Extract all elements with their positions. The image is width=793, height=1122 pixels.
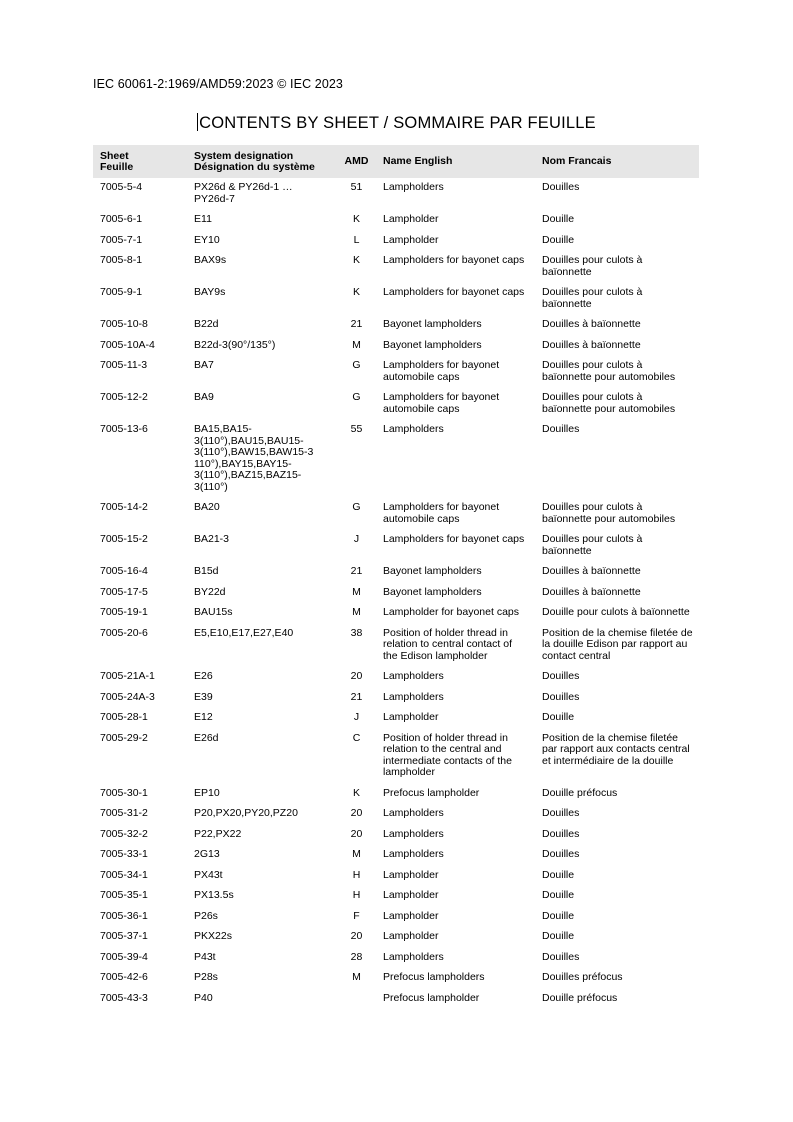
table-row [93,583,699,604]
page-title [0,113,793,133]
header-sheet [93,145,187,178]
system-cell: BAU15s [194,606,233,618]
table-row [93,989,699,1010]
amd-cell: 21 [350,690,363,703]
nom-francais-cell: Douilles [542,848,580,860]
sheet-cell: 7005-6-1 [100,213,143,225]
table-row [93,948,699,969]
system-cell: BAX9s [194,254,227,266]
document-header: IEC 60061-2:1969/AMD59:2023 © IEC 2023 [93,77,343,91]
name-english-cell: Position of holder thread in relation to central contact of the Edison lampholder [383,626,512,662]
sheet-cell: 7005-10-8 [100,318,148,330]
amd-cell: F [353,909,360,922]
table-row [93,866,699,887]
name-english-cell: Lampholder [383,889,439,901]
nom-francais-cell: Douilles pour culots à baïonnette pour automobiles [542,501,676,525]
nom-francais-cell: Douille [542,233,575,246]
name-english-cell: Lampholders for bayonet automobile caps [383,391,500,415]
table-row [93,708,699,729]
table-row [93,388,699,420]
amd-cell: M [352,585,361,598]
sheet-cell: 7005-43-3 [100,991,148,1004]
nom-francais-cell: Douilles pour culots à baïonnette [542,533,643,557]
name-english-cell: Lampholder [383,213,439,225]
system-cell: BY22d [194,585,226,598]
nom-francais-cell: Douille [542,889,575,901]
amd-cell: M [352,338,361,351]
amd-cell: C [352,731,361,744]
nom-francais-cell: Douille pour culots à baïonnette [542,606,690,618]
name-english-cell: Bayonet lampholders [383,565,482,577]
sheet-cell: 7005-19-1 [100,606,148,618]
table-row [93,729,699,784]
system-cell: E26d [194,731,219,744]
sheet-cell: 7005-36-1 [100,909,148,922]
nom-francais-cell: Douilles [542,670,580,682]
nom-francais-cell: Douilles [542,181,580,193]
name-english-cell: Lampholders [383,181,444,193]
name-english-cell: Lampholders [383,423,444,435]
table-row [93,283,699,315]
amd-cell: 55 [350,423,363,435]
text-cursor [197,113,198,131]
sheet-cell: 7005-12-2 [100,391,148,403]
system-cell: BA9 [194,391,214,403]
table-row [93,927,699,948]
table-header-row [93,145,699,178]
name-english-cell: Lampholder for bayonet caps [383,606,520,618]
name-english-cell: Lampholders [383,670,444,682]
system-cell: P40 [194,991,213,1004]
table-row [93,315,699,336]
amd-cell: H [352,889,361,901]
amd-cell: J [353,711,360,723]
amd-cell: M [352,848,361,860]
system-cell: P43t [194,950,216,963]
system-cell: B15d [194,565,219,577]
sheet-cell: 7005-9-1 [100,286,143,298]
system-cell: PX13.5s [194,889,234,901]
amd-cell [337,989,376,1010]
nom-francais-cell: Douilles à baïonnette [542,338,641,351]
amd-cell: K [352,213,360,225]
system-cell: BA15,BA15- 3(110°),BAU15,BAU15- 3(110°),BAW15,BAW15-3 110°),BAY15,BAY15- 3(110°),BAZ15,BAZ15- 3(110°) [194,423,314,493]
system-cell: E12 [194,711,213,723]
name-english-cell: Lampholders for bayonet caps [383,254,525,266]
amd-cell: 28 [350,950,363,963]
sheet-cell: 7005-35-1 [100,889,148,901]
title-text: CONTENTS BY SHEET / SOMMAIRE PAR FEUILLE [199,114,596,132]
nom-francais-cell: Douilles à baïonnette [542,318,641,330]
system-cell: BAY9s [194,286,226,298]
table-row [93,498,699,530]
sheet-cell: 7005-39-4 [100,950,148,963]
nom-francais-cell: Douilles [542,690,580,703]
table-row [93,968,699,989]
system-cell: BA20 [194,501,220,513]
amd-cell: M [352,606,361,618]
nom-francais-cell: Douilles [542,807,580,819]
table-row [93,688,699,709]
header-system-en: System designation [194,149,294,162]
nom-francais-cell: Douille préfocus [542,786,618,799]
system-cell: E26 [194,670,213,682]
header-amd: AMD [344,155,369,167]
amd-cell: K [352,254,360,266]
table-row [93,530,699,562]
system-cell: 2G13 [194,848,220,860]
name-english-cell: Position of holder thread in relation to the central and intermediate contacts of the lampholder [383,731,512,778]
sheet-cell: 7005-34-1 [100,868,148,881]
sheet-cell: 7005-21A-1 [100,670,155,682]
amd-cell: 20 [350,670,363,682]
table-row [93,845,699,866]
name-english-cell: Prefocus lampholder [383,786,480,799]
amd-cell: G [352,391,361,403]
header-system [187,145,337,178]
nom-francais-cell: Position de la chemise filetée de la douille Edison par rapport au contact central [542,626,693,662]
system-cell: EP10 [194,786,220,799]
table-row [93,562,699,583]
name-english-cell: Lampholder [383,711,439,723]
system-cell: EY10 [194,233,220,246]
table-row [93,603,699,624]
sheet-cell: 7005-32-2 [100,827,148,840]
amd-cell: M [352,971,361,983]
nom-francais-cell: Douilles à baïonnette [542,585,641,598]
nom-francais-cell: Douilles pour culots à baïonnette [542,286,643,310]
sheet-cell: 7005-14-2 [100,501,148,513]
sheet-cell: 7005-8-1 [100,254,143,266]
name-english-cell: Lampholders for bayonet automobile caps [383,359,500,383]
nom-francais-cell: Douille [542,213,575,225]
nom-francais-cell: Douille [542,868,575,881]
name-english-cell: Lampholders for bayonet caps [383,286,525,298]
amd-cell: K [352,786,360,799]
nom-francais-cell: Douilles [542,827,580,840]
header-system-fr: Désignation du système [194,160,315,173]
nom-francais-cell: Douilles préfocus [542,971,623,983]
sheet-cell: 7005-13-6 [100,423,148,435]
name-english-cell: Bayonet lampholders [383,338,482,351]
table-row [93,667,699,688]
sheet-cell: 7005-24A-3 [100,690,155,703]
name-english-cell: Lampholder [383,868,439,881]
name-english-cell: Prefocus lampholder [383,991,480,1004]
system-cell: E39 [194,690,213,703]
sheet-cell: 7005-17-5 [100,585,148,598]
name-english-cell: Bayonet lampholders [383,318,482,330]
nom-francais-cell: Douille [542,711,575,723]
system-cell: B22d [194,318,219,330]
name-english-cell: Lampholder [383,909,439,922]
system-cell: E11 [194,213,212,225]
table-row [93,907,699,928]
table-row [93,420,699,498]
sheet-cell: 7005-15-2 [100,533,148,545]
sheet-cell: 7005-30-1 [100,786,148,799]
amd-cell: H [352,868,361,881]
system-cell: B22d-3(90°/135°) [194,338,276,351]
nom-francais-cell: Douille [542,909,575,922]
system-cell: E5,E10,E17,E27,E40 [194,626,294,639]
system-cell: BA21-3 [194,533,230,545]
system-cell: BA7 [194,359,214,371]
nom-francais-cell: Douilles pour culots à baïonnette pour automobiles [542,391,676,415]
nom-francais-cell: Position de la chemise filetée par rapport aux contacts central et intermédiaire de la douille [542,731,690,767]
table-row [93,251,699,283]
header-name-english: Name English [383,155,453,167]
sheet-cell: 7005-7-1 [100,233,143,246]
sheet-cell: 7005-28-1 [100,711,148,723]
sheet-cell: 7005-33-1 [100,848,148,860]
system-cell: P20,PX20,PY20,PZ20 [194,807,298,819]
table-row [93,624,699,668]
amd-cell: 51 [350,181,363,193]
amd-cell: 20 [350,930,363,942]
amd-cell: 21 [350,318,363,330]
nom-francais-cell: Douille préfocus [542,991,618,1004]
sheet-cell: 7005-20-6 [100,626,148,639]
name-english-cell: Lampholders [383,690,444,703]
nom-francais-cell: Douille [542,930,575,942]
system-cell: P22,PX22 [194,827,242,840]
table-row [93,210,699,231]
sheet-cell: 7005-31-2 [100,807,148,819]
name-english-cell: Lampholders [383,848,444,860]
system-cell: PX26d & PY26d-1 … PY26d-7 [194,181,293,205]
header-nom-francais: Nom Francais [542,155,612,167]
table-row [93,784,699,805]
name-english-cell: Lampholders [383,807,444,819]
name-english-cell: Lampholders for bayonet caps [383,533,525,545]
name-english-cell: Prefocus lampholders [383,971,485,983]
amd-cell: G [352,359,361,371]
table-body [93,178,699,1009]
nom-francais-cell: Douilles [542,423,580,435]
name-english-cell: Lampholders [383,827,444,840]
name-english-cell: Bayonet lampholders [383,585,482,598]
amd-cell: L [353,233,360,246]
table-row [93,356,699,388]
nom-francais-cell: Douilles à baïonnette [542,565,641,577]
sheet-cell: 7005-10A-4 [100,338,155,351]
table-row [93,178,699,210]
nom-francais-cell: Douilles pour culots à baïonnette pour automobiles [542,359,676,383]
amd-cell: K [352,286,360,298]
amd-cell: J [353,533,360,545]
system-cell: PX43t [194,868,223,881]
system-cell: P26s [194,909,218,922]
sheet-cell: 7005-11-3 [100,359,148,371]
sheet-cell: 7005-37-1 [100,930,148,942]
sheet-cell: 7005-16-4 [100,565,148,577]
header-sheet-fr: Feuille [100,160,134,173]
name-english-cell: Lampholders for bayonet automobile caps [383,501,500,525]
table-row [93,886,699,907]
system-cell: PKX22s [194,930,232,942]
amd-cell: 20 [350,827,363,840]
name-english-cell: Lampholder [383,233,439,246]
amd-cell: G [352,501,361,513]
header-sheet-en: Sheet [100,149,129,162]
table-row [93,804,699,825]
sheet-cell: 7005-29-2 [100,731,148,744]
amd-cell: 21 [350,565,363,577]
amd-cell: 38 [350,626,363,639]
name-english-cell: Lampholder [383,930,439,942]
sheet-cell: 7005-5-4 [100,181,143,193]
nom-francais-cell: Douilles pour culots à baïonnette [542,254,643,278]
system-cell: P28s [194,971,218,983]
contents-table [93,145,699,1009]
table-row [93,825,699,846]
table-row [93,231,699,252]
sheet-cell: 7005-42-6 [100,971,148,983]
table-row [93,336,699,357]
amd-cell: 20 [350,807,363,819]
name-english-cell: Lampholders [383,950,444,963]
nom-francais-cell: Douilles [542,950,580,963]
